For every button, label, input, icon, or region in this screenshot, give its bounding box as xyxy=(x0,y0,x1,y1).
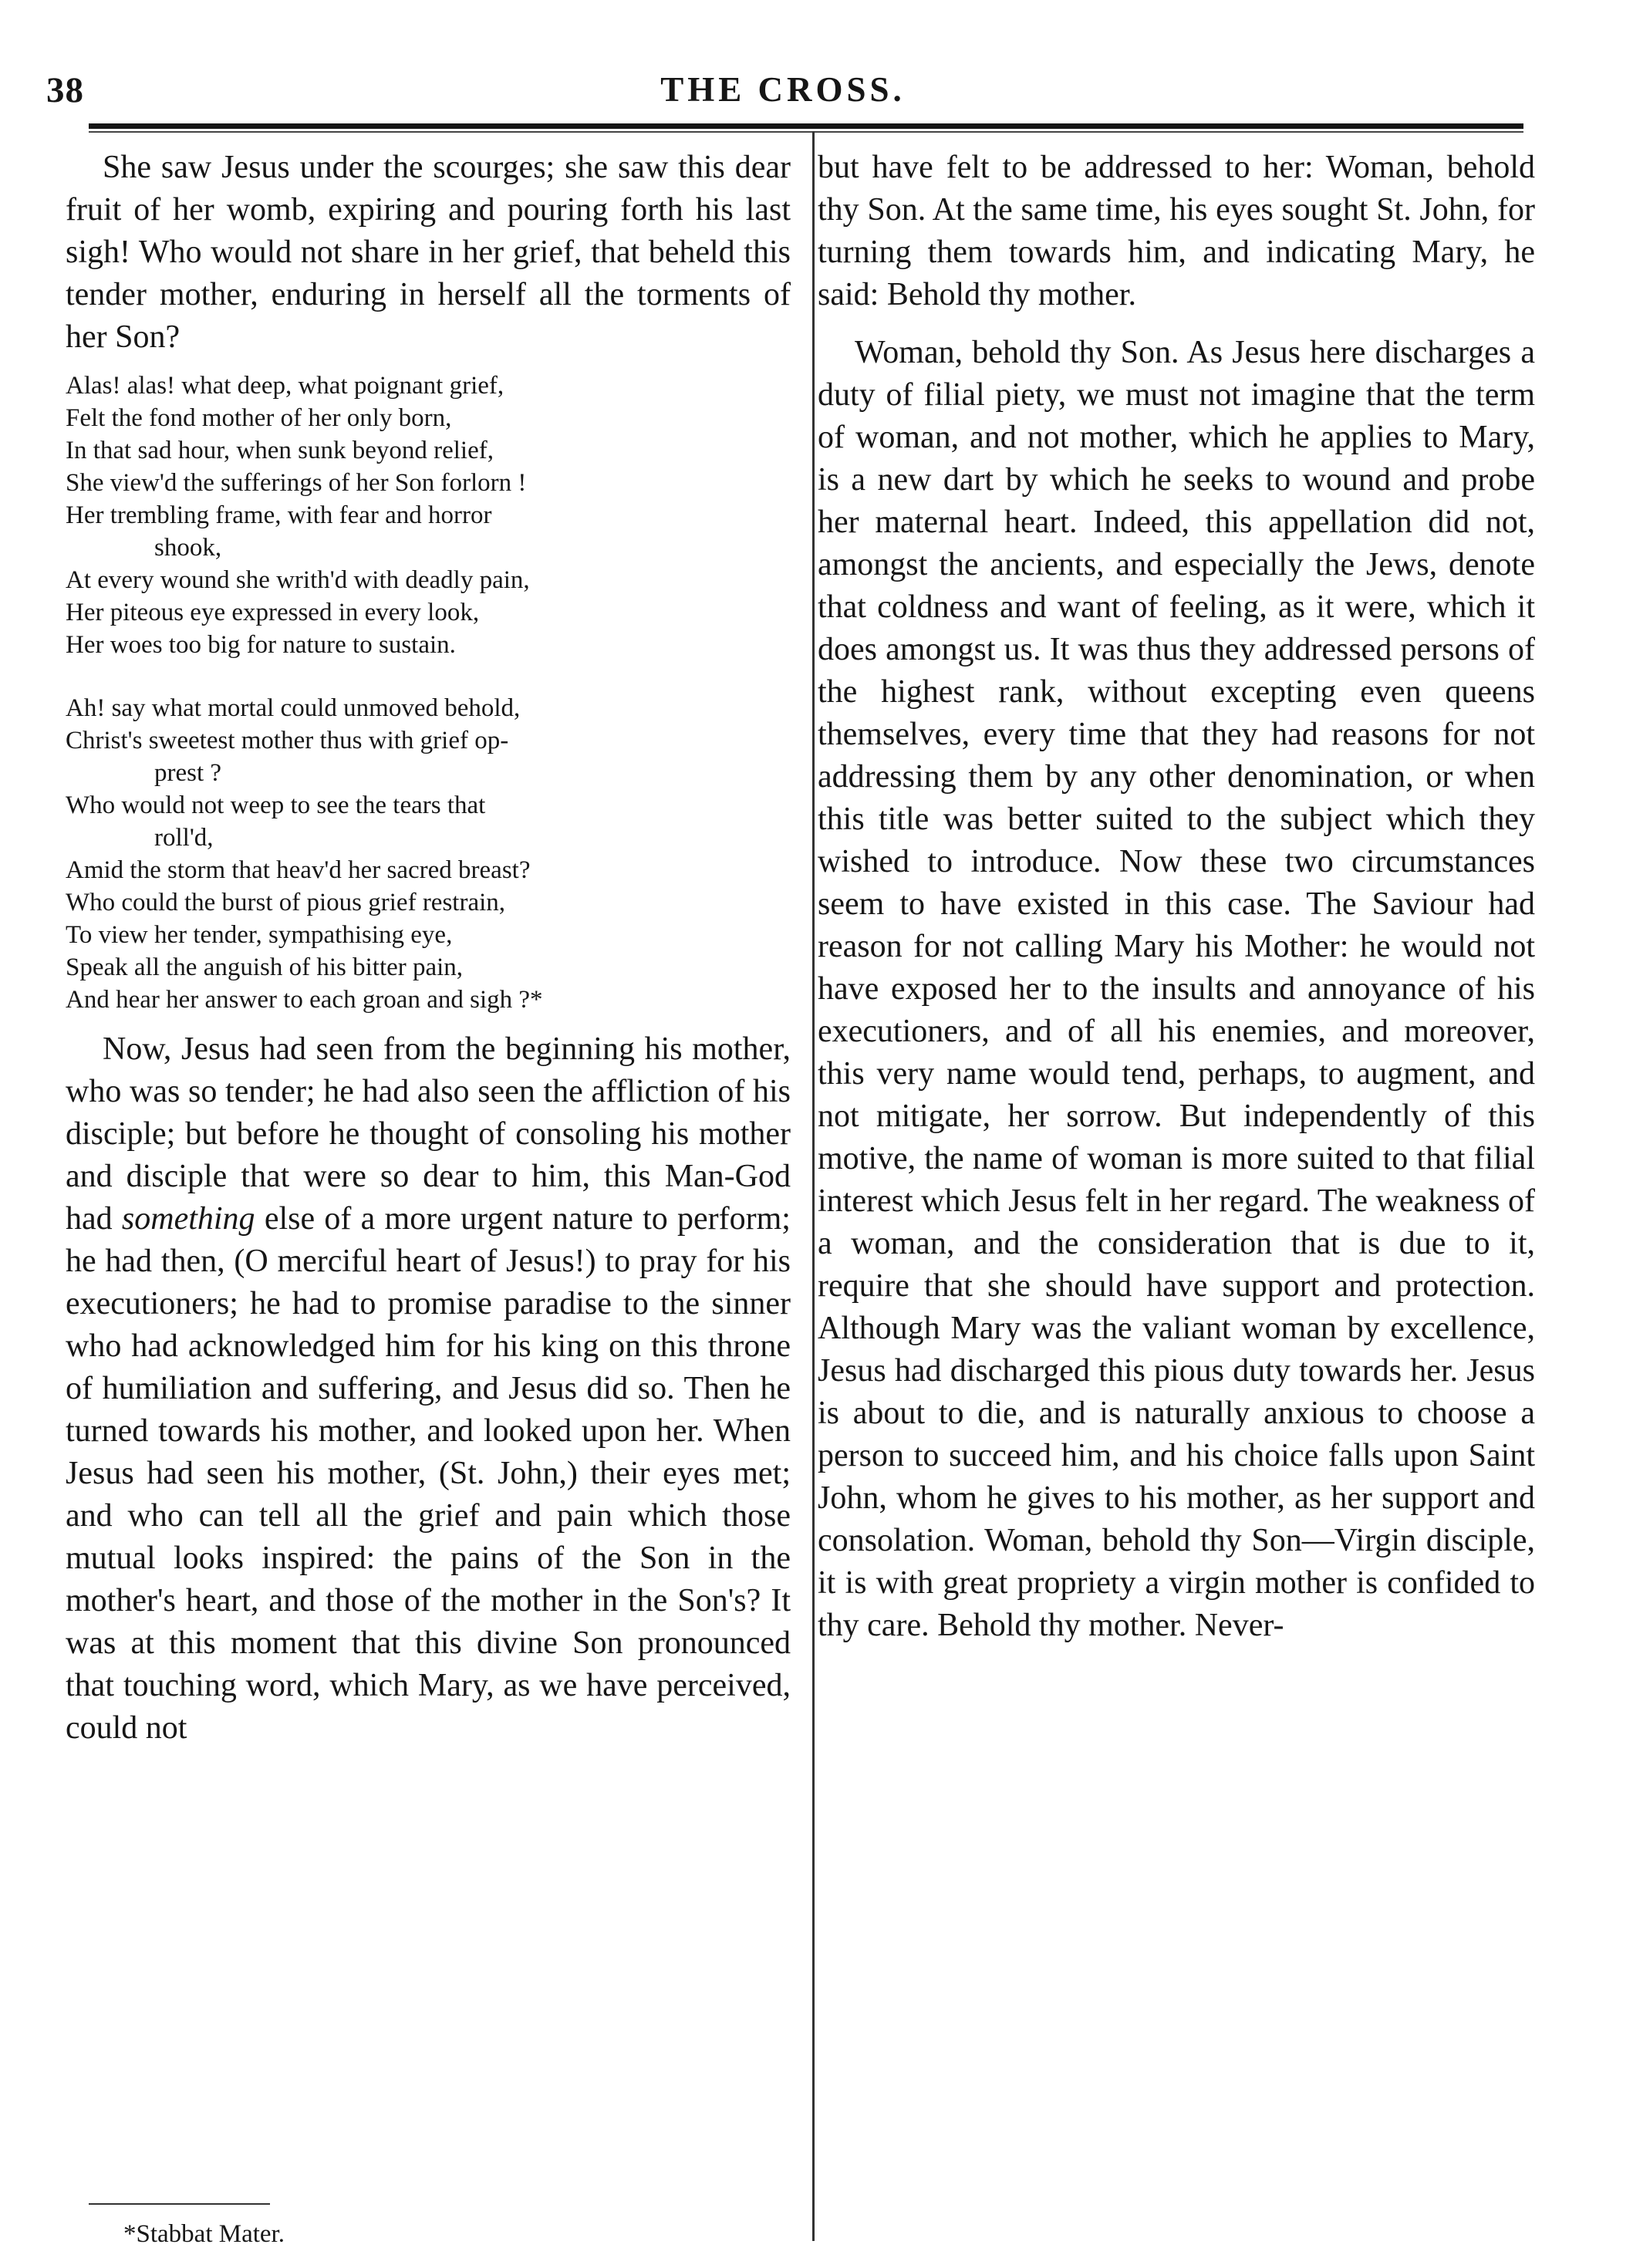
verse-line: Her piteous eye expressed in every look, xyxy=(66,599,480,626)
verse-line: Ah! say what mortal could unmoved behold, xyxy=(66,694,521,722)
left-column xyxy=(66,147,791,1750)
verse-line: Her trembling frame, with fear and horror xyxy=(66,501,492,529)
verse-line: roll'd, xyxy=(154,824,214,852)
verse-line: prest ? xyxy=(154,759,222,787)
verse-line: Who would not weep to see the tears that xyxy=(66,791,486,819)
page-header xyxy=(31,69,1535,116)
verse-line: In that sad hour, when sunk beyond relief, xyxy=(66,437,494,464)
left-paragraph-2 xyxy=(66,1028,791,1750)
left-paragraph-2-text-a: Now, Jesus had seen from the beginning his mother, who was so tender; he had also seen the affliction of his disciple; but before he thought of consoling his mother and disciple that were so dear to him, this Man-God had xyxy=(66,1031,791,1237)
verse-line: Speak all the anguish of his bitter pain, xyxy=(66,953,464,981)
header-rule-thin xyxy=(89,131,1523,133)
verse-line: Who could the burst of pious grief restrain, xyxy=(66,889,506,916)
header-rule xyxy=(89,123,1523,129)
verse-line: Her woes too big for nature to sustain. xyxy=(66,631,456,659)
verse-stanza-1 xyxy=(66,370,791,661)
column-divider xyxy=(812,131,815,2241)
stanza-gap xyxy=(66,661,791,681)
left-paragraph-2-italic: something xyxy=(121,1201,255,1237)
left-paragraph-2-text-b: else of a more urgent nature to perform; he had then, (O merciful heart of Jesus!) to pray for his executioners; he had to promise paradise to the sinner who had acknowledged him for his king on this throne of humiliation and suffering, and Jesus did so. Then he turned towards his mother, and looked upon her. When Jesus had seen his mother, (St. John,) their eyes met; and who can tell all the grief and pain which those mutual looks inspired: the pains of the Son in the mother's heart, and those of the mother in the Son's? It was at this moment that this divine Son pronounced that touching word, which Mary, as we have perceived, could not xyxy=(66,1201,791,1746)
verse-line: Felt the fond mother of her only born, xyxy=(66,404,452,432)
verse-line: Amid the storm that heav'd her sacred breast? xyxy=(66,856,531,884)
right-column xyxy=(818,147,1535,1647)
footnote-rule xyxy=(89,2203,270,2205)
verse-line: At every wound she writh'd with deadly pain, xyxy=(66,566,530,594)
verse-stanza-2 xyxy=(66,692,791,1016)
right-paragraph-1: but have felt to be addressed to her: Woman, behold thy Son. At the same time, his eyes sought St. John, for turning them towards him, and indicating Mary, he said: Behold thy mother. xyxy=(818,150,1535,312)
footnote: *Stabbat Mater. xyxy=(123,2220,285,2248)
page-number: 38 xyxy=(46,70,84,110)
verse-line: And hear her answer to each groan and sigh ?* xyxy=(66,986,543,1014)
verse-line: Christ's sweetest mother thus with grief op- xyxy=(66,727,509,754)
verse-line: She view'd the sufferings of her Son forlorn ! xyxy=(66,469,527,497)
verse-line: To view her tender, sympathising eye, xyxy=(66,921,453,949)
verse-line: shook, xyxy=(154,534,222,562)
left-paragraph-1: She saw Jesus under the scourges; she saw this dear fruit of her womb, expiring and pouring forth his last sigh! Who would not share in her grief, that beheld this tender mother, enduring in herself all the torments of her Son? xyxy=(66,150,791,355)
running-title: THE CROSS. xyxy=(660,70,906,109)
right-paragraph-2: Woman, behold thy Son. As Jesus here discharges a duty of filial piety, we must not imagine that the term of woman, and not mother, which he applies to Mary, is a new dart by which he seeks to wound and probe her maternal heart. Indeed, this appellation did not, amongst the ancients, and especially the Jews, denote that coldness and want of feeling, as it were, which it does amongst us. It was thus they addressed persons of the highest rank, without excepting even queens themselves, every time that they had reasons for not addressing them by any other denomination, or when this title was better suited to the subject which they wished to introduce. Now these two circumstances seem to have existed in this case. The Saviour had reason for not calling Mary his Mother: he would not have exposed her to the insults and annoyance of his executioners, and of all his enemies, and moreover, this very name would tend, perhaps, to augment, and not mitigate, her sorrow. But independently of this motive, the name of woman is more suited to that filial interest which Jesus felt in her regard. The weakness of a woman, and the consideration that is due to it, require that she should have support and protection. Although Mary was the valiant woman by excellence, Jesus had discharged this pious duty towards her. Jesus is about to die, and is naturally anxious to choose a person to succeed him, and his choice falls upon Saint John, whom he gives to his mother, as her support and consolation. Woman, behold thy Son—Virgin disciple, it is with great propriety a virgin mother is confided to thy care. Behold thy mother. Never- xyxy=(818,335,1535,1643)
verse-line: Alas! alas! what deep, what poignant grief, xyxy=(66,372,504,400)
